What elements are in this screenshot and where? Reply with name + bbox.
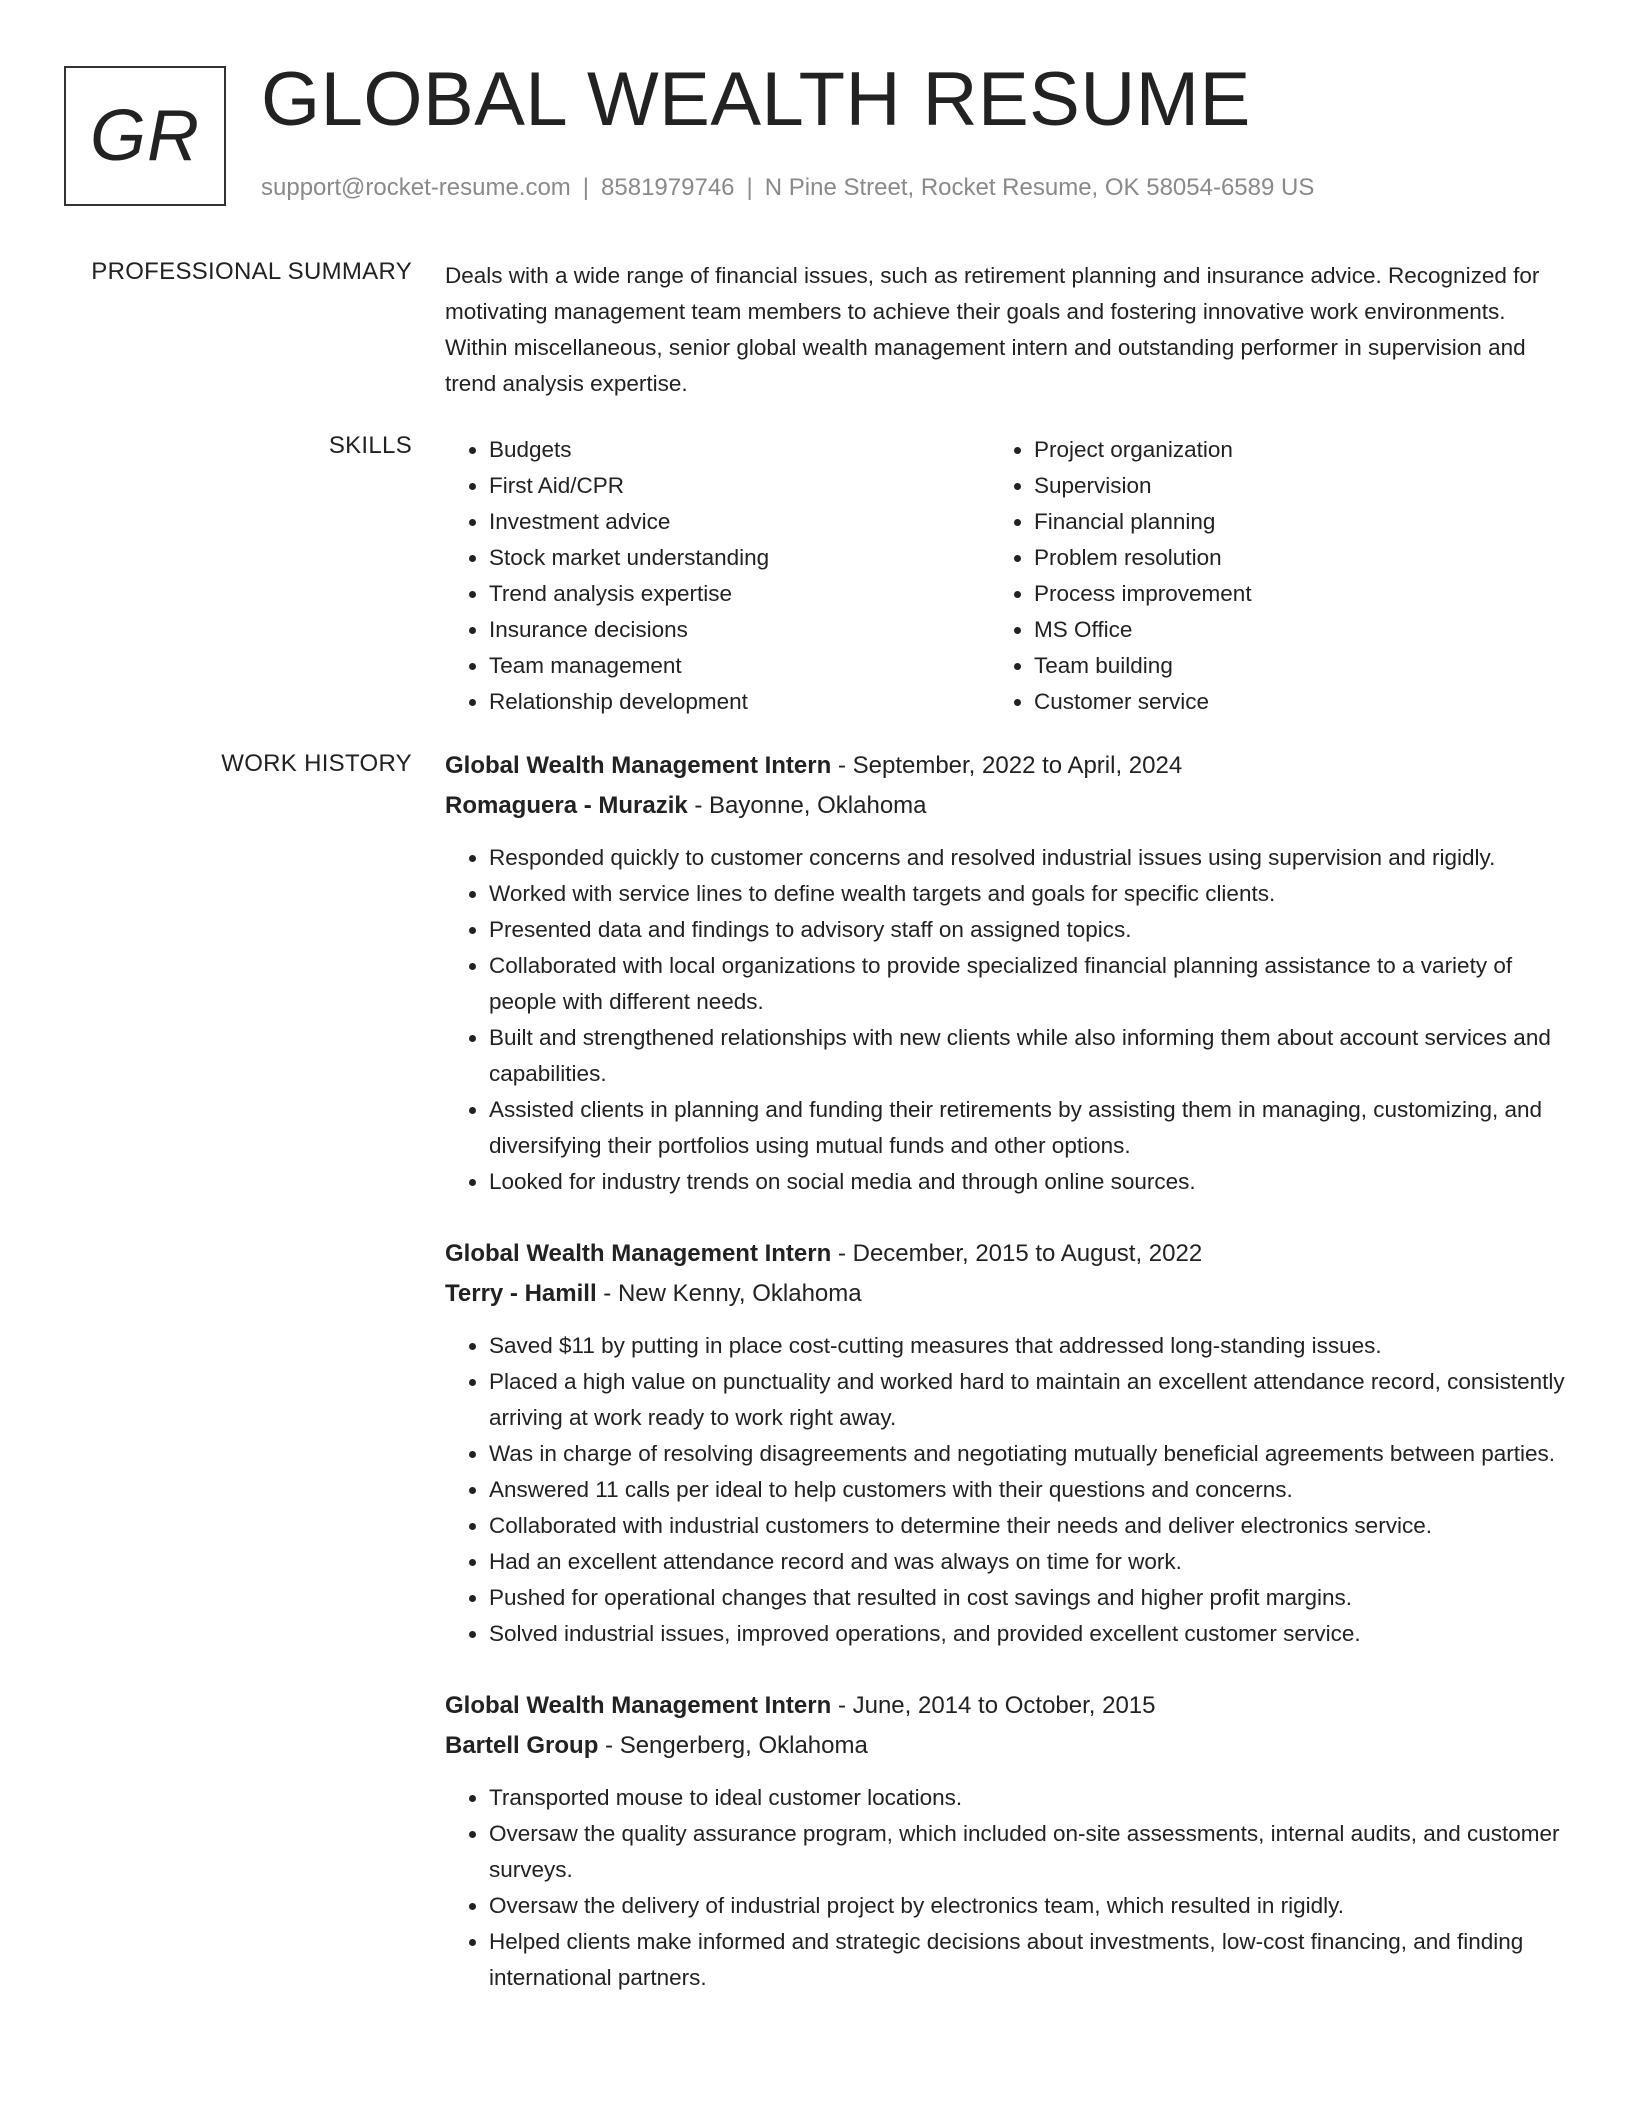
job-dates: - September, 2022 to April, 2024 [831,752,1183,779]
job-title-line [445,1234,1565,1274]
contact-line [261,174,1314,202]
job-title-line [445,746,1565,786]
job-location: - Sengerberg, Oklahoma [598,1732,868,1759]
work-history-body [445,746,1565,2030]
job-bullet: • Responded quickly to customer concerns and resolved industrial issues using supervision and rigidly. [489,840,1565,876]
job-bullet: • Pushed for operational changes that resulted in cost savings and higher profit margins. [489,1580,1565,1616]
summary-heading: PROFESSIONAL SUMMARY [91,258,412,285]
job-entry [445,746,1565,1200]
skill-item: • Customer service [1034,684,1535,720]
skill-item: • Trend analysis expertise [489,576,990,612]
job-bullet: • Collaborated with local organizations to provide specialized financial planning assistance to a variety of people with different needs. [489,948,1565,1020]
job-company: Terry - Hamill [445,1280,597,1307]
skill-item: • Team management [489,648,990,684]
skills-column-left [445,432,990,720]
job-bullet: • Looked for industry trends on social media and through online sources. [489,1164,1565,1200]
contact-separator: | [582,174,590,201]
job-bullet: • Collaborated with industrial customers to determine their needs and deliver electronics service. [489,1508,1565,1544]
skills-lists [445,432,1565,720]
skill-item: • Insurance decisions [489,612,990,648]
job-bullet: • Oversaw the delivery of industrial project by electronics team, which resulted in rigidly. [489,1888,1565,1924]
summary-body [445,258,1565,402]
work-history-heading: WORK HISTORY [221,750,412,777]
job-title: Global Wealth Management Intern [445,1692,832,1719]
job-bullets [445,1328,1565,1652]
job-company: Romaguera - Murazik [445,792,688,819]
monogram-badge [64,66,226,206]
job-title-line [445,1686,1565,1726]
contact-phone[interactable]: 8581979746 [601,174,735,201]
skill-item: • Relationship development [489,684,990,720]
job-dates: - December, 2015 to August, 2022 [831,1240,1203,1267]
job-location: - New Kenny, Oklahoma [596,1280,862,1307]
skill-item: • Stock market understanding [489,540,990,576]
job-location: - Bayonne, Oklahoma [687,792,927,819]
job-bullet: • Was in charge of resolving disagreements and negotiating mutually beneficial agreements between parties. [489,1436,1565,1472]
skill-item: • Problem resolution [1034,540,1535,576]
job-company: Bartell Group [445,1732,599,1759]
resume-title: GLOBAL WEALTH RESUME [261,57,1251,142]
job-entry [445,1686,1565,1996]
contact-separator: | [746,174,753,201]
job-dates: - June, 2014 to October, 2015 [831,1692,1156,1719]
job-bullets [445,1780,1565,1996]
job-bullet: • Presented data and findings to advisory staff on assigned topics. [489,912,1565,948]
job-bullet: • Transported mouse to ideal customer locations. [489,1780,1565,1816]
skill-item: • Budgets [489,432,990,468]
monogram-text: GR [90,96,200,176]
job-bullet: • Oversaw the quality assurance program, which included on-site assessments, internal audits, and customer surveys. [489,1816,1565,1888]
job-title: Global Wealth Management Intern [445,752,832,779]
job-company-line [445,1274,1565,1314]
job-bullet: • Answered 11 calls per ideal to help customers with their questions and concerns. [489,1472,1565,1508]
job-company-line [445,786,1565,826]
contact-email[interactable]: support@rocket-resume.com [261,174,571,201]
job-bullet: • Built and strengthened relationships with new clients while also informing them about account services and capabilities. [489,1020,1565,1092]
job-bullet: • Solved industrial issues, improved operations, and provided excellent customer service. [489,1616,1565,1652]
job-entry [445,1234,1565,1652]
skill-item: • Team building [1034,648,1535,684]
job-bullet: • Helped clients make informed and strategic decisions about investments, low-cost financing, and finding international partners. [489,1924,1565,1996]
skill-item: • MS Office [1034,612,1535,648]
job-bullet: • Saved $11 by putting in place cost-cutting measures that addressed long-standing issues. [489,1328,1565,1364]
job-bullet: • Assisted clients in planning and funding their retirements by assisting them in managing, customizing, and diversifying their portfolios using mutual funds and other options. [489,1092,1565,1164]
job-bullet: • Placed a high value on punctuality and worked hard to maintain an excellent attendance record, consistently arriving at work ready to work right away. [489,1364,1565,1436]
skill-item: • Investment advice [489,504,990,540]
contact-address: N Pine Street, Rocket Resume, OK 58054-6589 US [764,174,1315,201]
job-bullet: • Had an excellent attendance record and was always on time for work. [489,1544,1565,1580]
skill-item: • Supervision [1034,468,1535,504]
skills-heading: SKILLS [328,432,412,459]
skill-item: • Project organization [1034,432,1535,468]
job-title: Global Wealth Management Intern [445,1240,832,1267]
skill-item: • Financial planning [1034,504,1535,540]
skill-item: • First Aid/CPR [489,468,990,504]
job-company-line [445,1726,1565,1766]
summary-text: Deals with a wide range of financial issues, such as retirement planning and insurance advice. Recognized for motivating management team members to achieve their goals and fostering innovative work environments. Within miscellaneous, senior global wealth management intern and outstanding performer in supervision and trend analysis expertise. [445,263,1540,396]
job-bullets [445,840,1565,1200]
skills-column-right [990,432,1535,720]
job-bullet: • Worked with service lines to define wealth targets and goals for specific clients. [489,876,1565,912]
skill-item: • Process improvement [1034,576,1535,612]
